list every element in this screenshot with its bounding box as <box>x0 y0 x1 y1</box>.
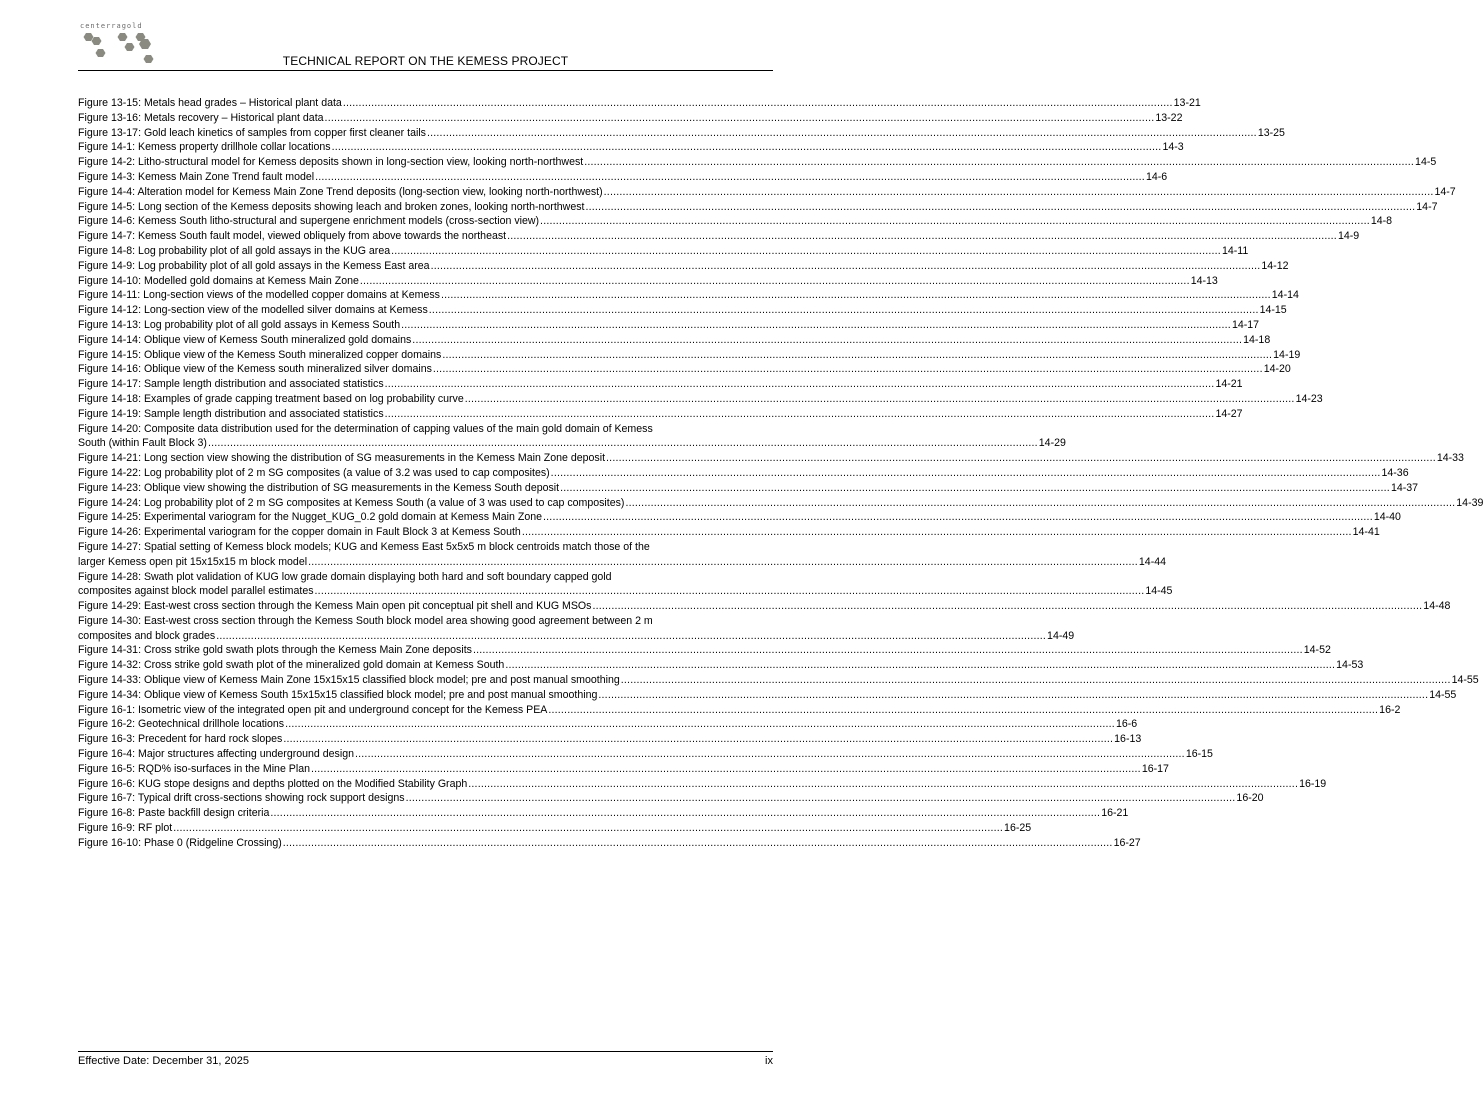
toc-entry-page: 14-41 <box>1352 526 1380 539</box>
toc-entry-page: 14-33 <box>1436 452 1464 465</box>
dot-leader <box>429 303 1259 318</box>
toc-entry-title-line1: Figure 14-28: Swath plot validation of KUG low grade domain displaying both hard and soft boundary capped gold <box>78 570 612 583</box>
toc-entry-title: Figure 14-19: Sample length distribution and associated statistics <box>78 407 384 420</box>
dot-leader <box>621 673 1451 688</box>
toc-entry[interactable] <box>78 96 1201 111</box>
dot-leader <box>308 555 1138 570</box>
toc-entry-title: Figure 14-26: Experimental variogram for the copper domain in Fault Block 3 at Kemess South <box>78 526 521 539</box>
toc-entry-title: Figure 14-13: Log probability plot of all gold assays in Kemess South <box>78 318 401 331</box>
toc-entry-page: 16-19 <box>1299 777 1327 790</box>
toc-entry-title-line1: Figure 14-27: Spatial setting of Kemess block models; KUG and Kemess East 5x5x5 m block centroids match those of the <box>78 540 650 553</box>
toc-entry-title: Figure 14-3: Kemess Main Zone Trend fault model <box>78 170 315 183</box>
toc-entry-title: Figure 14-29: East-west cross section through the Kemess Main open pit conceptual pit shell and KUG MSOs <box>78 600 592 613</box>
toc-entry-title: Figure 16-2: Geotechnical drillhole locations <box>78 718 285 731</box>
toc-entry[interactable] <box>78 451 1464 466</box>
toc-entry-title: Figure 16-4: Major structures affecting underground design <box>78 748 354 761</box>
dot-leader <box>332 140 1162 155</box>
toc-entry[interactable] <box>78 643 1331 658</box>
dot-leader <box>311 762 1141 777</box>
toc-entry-title: larger Kemess open pit 15x15x15 m block model <box>78 555 308 568</box>
toc-entry-page: 14-8 <box>1370 215 1393 228</box>
toc-entry[interactable] <box>78 570 1173 600</box>
dot-leader <box>441 288 1271 303</box>
toc-entry-title: Figure 14-33: Oblique view of Kemess Main Zone 15x15x15 classified block model; pre and post manual smoothing <box>78 674 620 687</box>
toc-entry-page: 14-37 <box>1390 481 1419 494</box>
dot-leader <box>216 629 1046 644</box>
page-number: ix <box>765 1055 773 1067</box>
toc-entry-page: 14-53 <box>1336 659 1364 672</box>
dot-leader <box>283 836 1113 851</box>
toc-entry[interactable] <box>78 703 1401 718</box>
dot-leader <box>431 259 1261 274</box>
toc-entry[interactable] <box>78 140 1184 155</box>
toc-entry-page: 16-21 <box>1101 807 1129 820</box>
toc-entry-page: 13-21 <box>1173 97 1201 109</box>
toc-entry-page: 16-15 <box>1185 748 1213 761</box>
toc-entry-title: Figure 14-7: Kemess South fault model, viewed obliquely from above towards the northeast <box>78 230 507 243</box>
toc-entry-page: 14-49 <box>1047 629 1075 642</box>
toc-entry-page: 16-27 <box>1113 836 1141 849</box>
dot-leader <box>598 688 1428 703</box>
dot-leader <box>391 244 1221 259</box>
toc-entry-title: Figure 14-17: Sample length distribution and associated statistics <box>78 378 384 391</box>
toc-entry-title: Figure 16-3: Precedent for hard rock slopes <box>78 733 283 746</box>
toc-entry[interactable] <box>78 466 1409 481</box>
header-divider <box>78 70 773 71</box>
dot-leader <box>315 584 1145 599</box>
toc-entry[interactable] <box>78 318 1260 333</box>
dot-leader <box>468 777 1298 792</box>
toc-entry[interactable] <box>78 777 1327 792</box>
toc-entry[interactable] <box>78 185 1456 200</box>
toc-entry-title: Figure 13-17: Gold leach kinetics of samples from copper first cleaner tails <box>78 126 426 139</box>
toc-entry[interactable] <box>78 422 1066 452</box>
toc-entry-title: Figure 14-4: Alteration model for Kemess Main Zone Trend deposits (long-section view, looking north-northwest) <box>78 185 603 198</box>
toc-entry-title: Figure 14-12: Long-section view of the modelled silver domains at Kemess <box>78 304 428 317</box>
toc-entry-title: Figure 16-1: Isometric view of the integrated open pit and underground concept for the Kemess PEA <box>78 703 548 716</box>
toc-entry-title: Figure 13-16: Metals recovery – Historical plant data <box>78 111 324 124</box>
toc-entry-title: Figure 14-21: Long section view showing the distribution of SG measurements in the Kemess Main Zone deposit <box>78 452 606 465</box>
toc-entry-title: Figure 14-16: Oblique view of the Kemess south mineralized silver domains <box>78 363 432 376</box>
toc-entry[interactable] <box>78 762 1169 777</box>
toc-entry-title: Figure 14-9: Log probability plot of all gold assays in the Kemess East area <box>78 259 430 272</box>
toc-entry-title: Figure 16-9: RF plot <box>78 822 173 835</box>
toc-entry[interactable] <box>78 821 1032 836</box>
dot-leader <box>360 274 1190 289</box>
footer-divider <box>78 1051 773 1052</box>
toc-entry-title: Figure 14-22: Log probability plot of 2 m SG composites (a value of 3.2 was used to cap composites) <box>78 466 550 479</box>
toc-entry-page: 14-55 <box>1451 674 1479 687</box>
toc-entry-title: Figure 14-2: Litho-structural model for Kemess deposits shown in long-section view, looking north-northwest <box>78 156 584 169</box>
toc-entry-title: Figure 14-5: Long section of the Kemess deposits showing leach and broken zones, looking north-northwest <box>78 200 585 213</box>
dot-leader <box>551 466 1381 481</box>
toc-entry[interactable] <box>78 791 1264 806</box>
toc-entry-page: 14-15 <box>1259 304 1287 317</box>
toc-entry-title: Figure 14-1: Kemess property drillhole collar locations <box>78 141 331 154</box>
toc-entry-page: 14-7 <box>1416 200 1438 213</box>
dot-leader <box>325 111 1155 126</box>
dot-leader <box>385 407 1215 422</box>
toc-entry[interactable] <box>78 362 1291 377</box>
dot-leader <box>584 155 1414 170</box>
dot-leader <box>285 717 1115 732</box>
dot-leader <box>270 806 1100 821</box>
toc-entry-page: 14-7 <box>1434 185 1456 198</box>
toc-entry[interactable] <box>78 540 1167 570</box>
dot-leader <box>283 732 1113 747</box>
toc-entry[interactable] <box>78 496 1483 511</box>
toc-entry-page: 16-20 <box>1236 792 1264 805</box>
toc-entry-page: 14-27 <box>1215 407 1243 420</box>
report-title: TECHNICAL REPORT ON THE KEMESS PROJECT <box>282 54 569 68</box>
toc-entry[interactable] <box>78 274 1218 289</box>
dot-leader <box>433 362 1263 377</box>
toc-entry-page: 14-5 <box>1415 156 1437 169</box>
toc-entry[interactable] <box>78 510 1401 525</box>
dot-leader <box>173 821 1003 836</box>
toc-entry-title: Figure 14-23: Oblique view showing the distribution of SG measurements in the Kemess South deposit <box>78 481 560 494</box>
dot-leader <box>208 436 1038 451</box>
toc-entry-page: 16-6 <box>1115 718 1138 731</box>
toc-entry-title: Figure 14-15: Oblique view of the Kemess South mineralized copper domains <box>78 348 442 361</box>
toc-entry-title: Figure 14-11: Long-section views of the modelled copper domains at Kemess <box>78 289 440 302</box>
toc-entry[interactable] <box>78 214 1393 229</box>
toc-entry-title: South (within Fault Block 3) <box>78 437 207 450</box>
toc-entry[interactable] <box>78 155 1437 170</box>
toc-entry[interactable] <box>78 717 1138 732</box>
toc-entry-page: 14-45 <box>1145 585 1173 598</box>
toc-entry[interactable] <box>78 126 1285 141</box>
toc-entry-page: 14-11 <box>1221 244 1249 257</box>
toc-entry[interactable] <box>78 288 1299 303</box>
toc-entry-page: 14-40 <box>1373 511 1401 524</box>
dot-leader <box>606 451 1436 466</box>
dot-leader <box>625 496 1455 511</box>
toc-entry-page: 14-29 <box>1038 437 1066 450</box>
toc-entry-page: 14-48 <box>1423 600 1451 613</box>
toc-entry-title: Figure 14-18: Examples of grade capping treatment based on log probability curve <box>78 392 464 405</box>
toc-entry[interactable] <box>78 688 1457 703</box>
dot-leader <box>401 318 1231 333</box>
dot-leader <box>505 658 1335 673</box>
toc-entry-page: 16-25 <box>1004 822 1032 835</box>
effective-date: Effective Date: December 31, 2025 <box>78 1055 250 1067</box>
toc-entry[interactable] <box>78 303 1287 318</box>
dot-leader <box>355 747 1185 762</box>
toc-entry-title-line1: Figure 14-30: East-west cross section through the Kemess South block model area showing good agreement between 2 m <box>78 614 653 627</box>
toc-entry-page: 16-17 <box>1141 762 1169 775</box>
toc-entry-title: Figure 14-25: Experimental variogram for the Nugget_KUG_0.2 gold domain at Kemess Main Zone <box>78 511 543 524</box>
toc-entry[interactable] <box>78 599 1451 614</box>
toc-entry-title: Figure 14-34: Oblique view of Kemess South 15x15x15 classified block model; pre and post manual smoothing <box>78 688 598 701</box>
dot-leader <box>427 126 1257 141</box>
toc-entry[interactable] <box>78 259 1289 274</box>
toc-entry-page: 13-25 <box>1257 126 1285 139</box>
toc-entry-page: 14-18 <box>1243 333 1271 346</box>
toc-entry-title: composites against block model parallel estimates <box>78 585 314 598</box>
toc-entry-title: Figure 14-6: Kemess South litho-structural and supergene enrichment models (cross-section view) <box>78 215 540 228</box>
toc-entry-page: 14-3 <box>1162 141 1184 154</box>
dot-leader <box>406 791 1236 806</box>
dot-leader <box>548 703 1378 718</box>
dot-leader <box>385 377 1215 392</box>
dot-leader <box>412 333 1242 348</box>
toc-entry-page: 14-23 <box>1295 392 1323 405</box>
toc-entry-title: Figure 16-10: Phase 0 (Ridgeline Crossing) <box>78 836 282 849</box>
toc-entry[interactable] <box>78 614 1075 644</box>
toc-entry-title: Figure 14-10: Modelled gold domains at Kemess Main Zone <box>78 274 359 287</box>
toc-entry[interactable] <box>78 229 1360 244</box>
toc-entry[interactable] <box>78 673 1479 688</box>
toc-entry-title: Figure 16-5: RQD% iso-surfaces in the Mine Plan <box>78 762 310 775</box>
toc-entry-page: 14-13 <box>1190 274 1218 287</box>
toc-entry[interactable] <box>78 836 1141 851</box>
logo-wordmark: centerragold <box>80 22 143 30</box>
toc-entry-page: 14-20 <box>1263 363 1291 376</box>
toc-entry[interactable] <box>78 392 1323 407</box>
toc-entry-page: 14-21 <box>1215 378 1243 391</box>
toc-entry-title: Figure 16-7: Typical drift cross-sections showing rock support designs <box>78 792 405 805</box>
toc-entry[interactable] <box>78 377 1243 392</box>
toc-entry-page: 14-44 <box>1138 555 1167 568</box>
toc-entry-title: Figure 16-8: Paste backfill design criteria <box>78 807 270 820</box>
toc-entry-title: Figure 14-31: Cross strike gold swath plots through the Kemess Main Zone deposits <box>78 644 472 657</box>
toc-entry[interactable] <box>78 806 1129 821</box>
toc-entry-page: 14-17 <box>1231 318 1260 331</box>
dot-leader <box>522 525 1352 540</box>
dot-leader <box>585 200 1415 215</box>
toc-entry-page: 16-13 <box>1114 733 1142 746</box>
toc-entry[interactable] <box>78 348 1301 363</box>
toc-entry[interactable] <box>78 732 1142 747</box>
list-of-figures <box>78 96 1483 851</box>
toc-entry-title: Figure 14-8: Log probability plot of all gold assays in the KUG area <box>78 244 391 257</box>
toc-entry-title: Figure 13-15: Metals head grades – Historical plant data <box>78 97 342 109</box>
toc-entry[interactable] <box>78 407 1243 422</box>
toc-entry[interactable] <box>78 747 1213 762</box>
toc-entry-page: 14-39 <box>1456 496 1483 509</box>
dot-leader <box>604 185 1434 200</box>
dot-leader <box>465 392 1295 407</box>
toc-entry-page: 14-55 <box>1429 688 1457 701</box>
dot-leader <box>540 214 1370 229</box>
toc-entry[interactable] <box>78 525 1380 540</box>
toc-entry[interactable] <box>78 200 1438 215</box>
toc-entry-page: 13-22 <box>1155 111 1183 124</box>
toc-entry[interactable] <box>78 333 1271 348</box>
toc-entry-title: Figure 14-14: Oblique view of Kemess South mineralized gold domains <box>78 333 412 346</box>
toc-entry-title: composites and block grades <box>78 629 216 642</box>
toc-entry-page: 14-12 <box>1261 259 1289 272</box>
toc-entry-title: Figure 16-6: KUG stope designs and depths plotted on the Modified Stability Graph <box>78 777 468 790</box>
toc-entry[interactable] <box>78 244 1249 259</box>
toc-entry-title-line1: Figure 14-20: Composite data distribution used for the determination of capping values of the main gold domain of Kemess <box>78 422 653 435</box>
toc-entry-page: 14-14 <box>1271 289 1299 302</box>
dot-leader <box>560 481 1390 496</box>
dot-leader <box>343 96 1173 111</box>
toc-entry-title: Figure 14-24: Log probability plot of 2 m SG composites at Kemess South (a value of 3 was used to cap composites) <box>78 496 625 509</box>
dot-leader <box>507 229 1337 244</box>
toc-entry-page: 14-6 <box>1145 170 1168 183</box>
toc-entry-page: 14-36 <box>1381 466 1409 479</box>
dot-leader <box>442 348 1272 363</box>
toc-entry[interactable] <box>78 481 1419 496</box>
toc-entry-page: 14-19 <box>1273 348 1301 361</box>
toc-entry-page: 16-2 <box>1379 703 1401 716</box>
dot-leader <box>473 643 1303 658</box>
toc-entry[interactable] <box>78 170 1168 185</box>
toc-entry-page: 14-9 <box>1337 230 1360 243</box>
dot-leader <box>315 170 1145 185</box>
dot-leader <box>592 599 1422 614</box>
toc-entry-title: Figure 14-32: Cross strike gold swath plot of the mineralized gold domain at Kemess South <box>78 659 505 672</box>
toc-entry[interactable] <box>78 111 1183 126</box>
toc-entry-page: 14-52 <box>1303 644 1331 657</box>
toc-entry[interactable] <box>78 658 1364 673</box>
dot-leader <box>543 510 1373 525</box>
